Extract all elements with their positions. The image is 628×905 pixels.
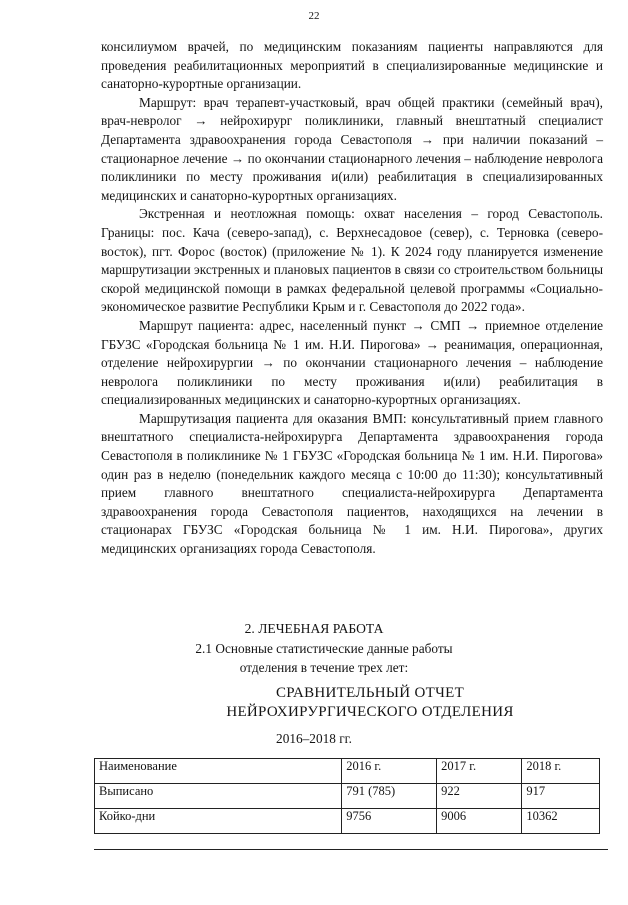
table-cell: 10362: [522, 809, 600, 834]
paragraph: Маршрут пациента: адрес, населенный пункт → СМП → приемное отделение ГБУЗС «Городская больница № 1 им. Н.И. Пирогова» → реанимация, операционная, отделение нейрохирургии → по окончании стационарного лечения – наблюдение невролога поликлиники по месту проживания и(или) реабилитация в специализированных медицинских и санаторно-курортных организациях.: [101, 317, 603, 408]
table-cell: Койко-дни: [95, 809, 342, 834]
header-cell: 2018 г.: [522, 759, 600, 784]
table-bottom-rule: [94, 849, 608, 850]
table-header-row: [95, 759, 600, 784]
table-cell: Выписано: [95, 784, 342, 809]
report-years: 2016–2018 гг.: [276, 731, 352, 746]
paragraph: консилиумом врачей, по медицинским показаниям пациенты направляются для проведения реабилитационных мероприятий в специализированные медицинские и санаторно-курортные организации.: [101, 39, 603, 92]
header-cell: 2017 г.: [437, 759, 522, 784]
header-cell: Наименование: [95, 759, 342, 784]
statistics-table: [94, 758, 600, 834]
report-title: [150, 684, 590, 721]
header-cell: 2016 г.: [342, 759, 437, 784]
table-cell: 917: [522, 784, 600, 809]
table-cell: 9006: [437, 809, 522, 834]
paragraph: Маршрут: врач терапевт-участковый, врач общей практики (семейный врач), врач-невролог → нейрохирург поликлиники, главный внештатный специалист Департамента здравоохранения города Севастополя → при наличии показаний – стационарное лечение → по окончании стационарного лечения – наблюдение невролога поликлиники по месту проживания и(или) реабилитация в специализированных медицинских и санаторно-курортных организациях.: [101, 94, 603, 203]
report-title-line: НЕЙРОХИРУРГИЧЕСКОГО ОТДЕЛЕНИЯ: [226, 703, 514, 720]
paragraph: Экстренная и неотложная помощь: охват населения – город Севастополь. Границы: пос. Кача (северо-запад), с. Верхнесадовое (север), с. Терновка (северо-восток), пгт. Форос (восток) (приложение № 1). К 2024 году планируется изменение маршрутизации экстренных и плановых пациентов в связи со строительством больницы скорой медицинской помощи в рамках федеральной целевой программы «Социально-экономическое развитие Республики Крым и г. Севастополя до 2022 года».: [101, 206, 603, 315]
paragraph: Маршрутизация пациента для оказания ВМП: консультативный прием главного внештатного специалиста-нейрохирурга Департамента здравоохранения города Севастополя в поликлинике № 1 ГБУЗС «Городская больница № 1 им. Н.И. Пирогова» один раз в неделю (понедельник каждого месяца с 10:00 до 11:30); консультативный прием главного внештатного специалиста-нейрохирурга Департамента здравоохранения города Севастополя пациентов, находящихся на лечении в стационарах ГБУЗС «Городская больница № 1 им. Н.И. Пирогова», других медицинских организациях города Севастополя.: [101, 410, 603, 557]
table-row: [95, 809, 600, 834]
table-row: [95, 784, 600, 809]
section-title: 2. ЛЕЧЕБНАЯ РАБОТА: [244, 621, 384, 636]
table-cell: 791 (785): [342, 784, 437, 809]
table-cell: 9756: [342, 809, 437, 834]
report-title-line: СРАВНИТЕЛЬНЫЙ ОТЧЕТ: [275, 685, 465, 701]
page-number: 22: [308, 10, 320, 22]
table-cell: 922: [437, 784, 522, 809]
body-text: [101, 38, 603, 559]
section-subtitle: 2.1 Основные статистические данные работы отделения в течение трех лет:: [195, 641, 453, 675]
